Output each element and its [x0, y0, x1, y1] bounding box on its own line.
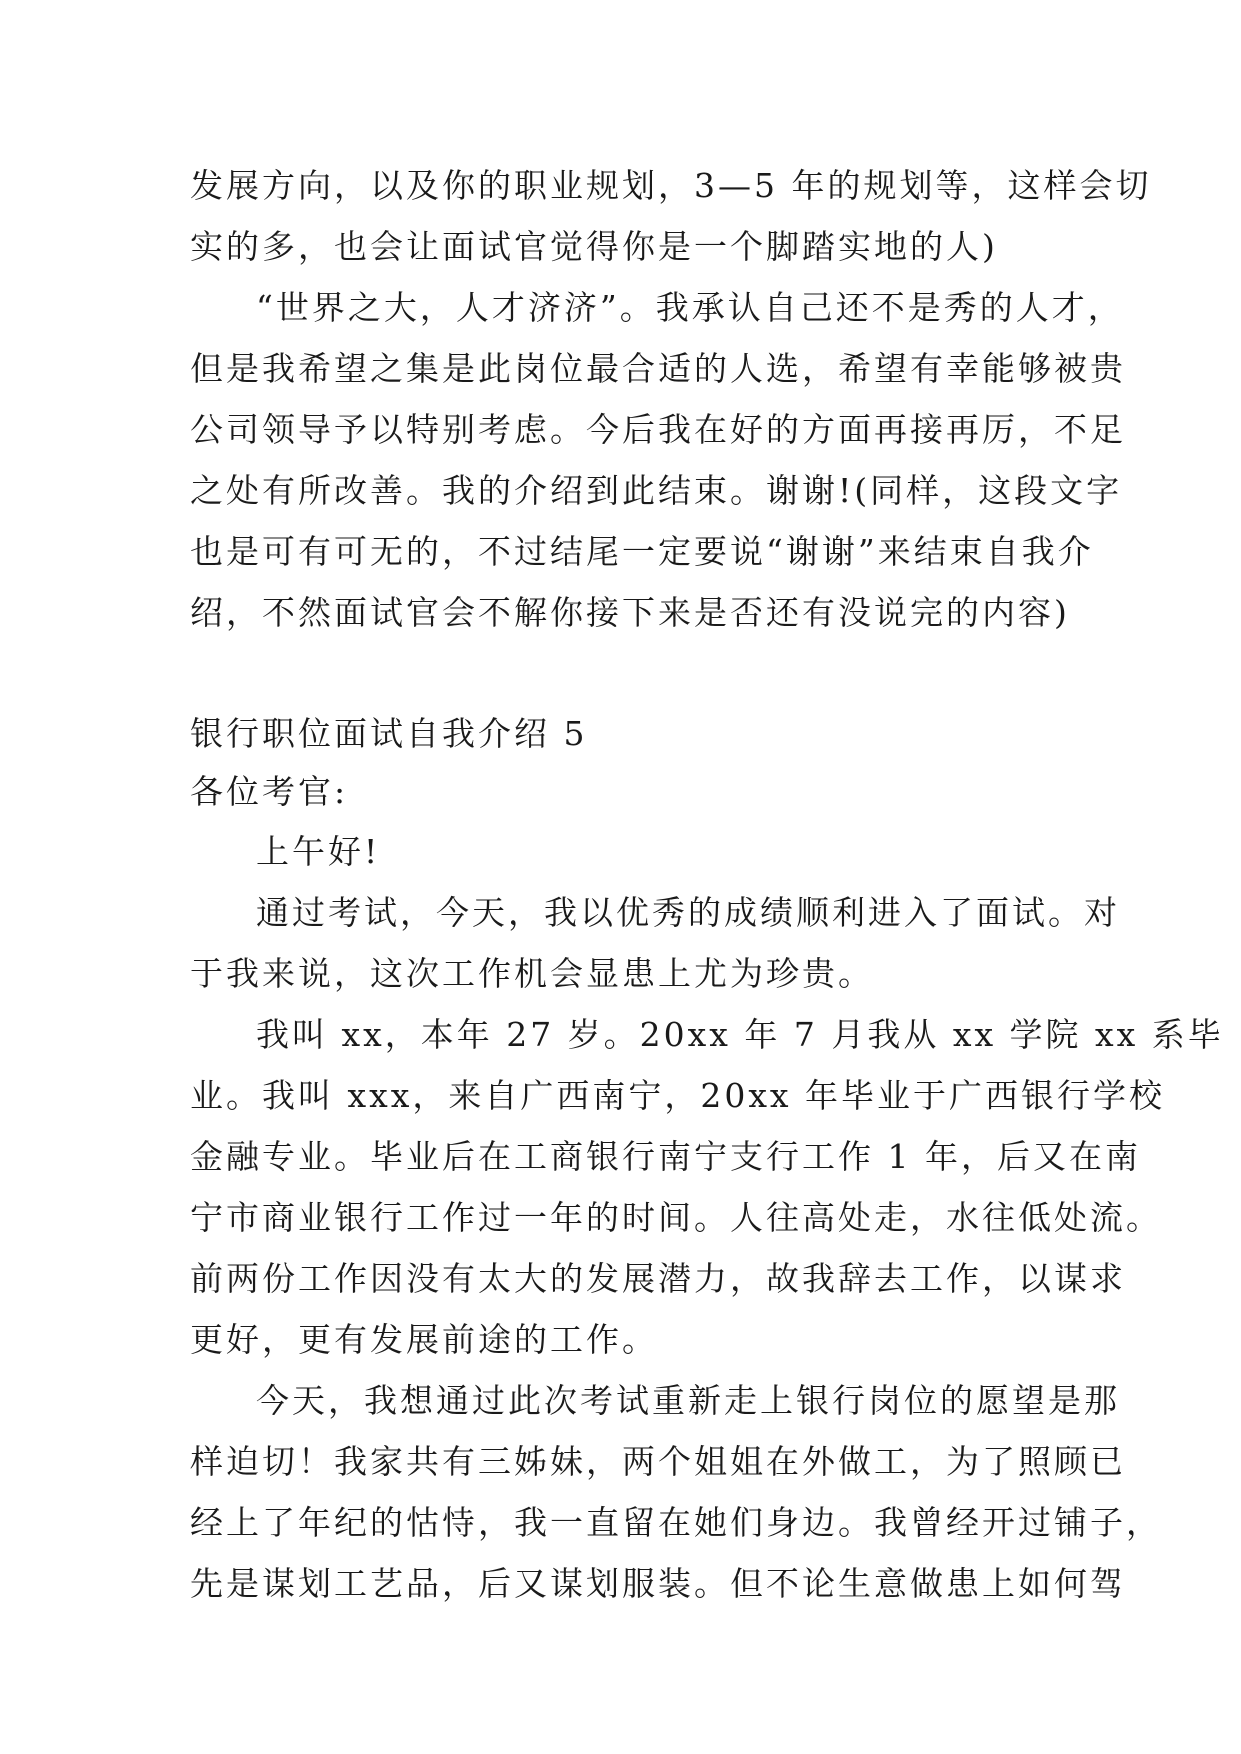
text-line: 业。我叫 xxx，来自广西南宁，20xx 年毕业于广西银行学校 — [190, 1076, 1166, 1115]
text-line: 经上了年纪的怙恃，我一直留在她们身边。我曾经开过铺子， — [190, 1503, 1162, 1542]
text-line: 绍，不然面试官会不解你接下来是否还有没说完的内容) — [190, 593, 1070, 632]
text-line: 前两份工作因没有太大的发展潜力，故我辞去工作，以谋求 — [190, 1259, 1126, 1298]
text-line: 发展方向，以及你的职业规划，3—5 年的规划等，这样会切 — [190, 166, 1152, 205]
salutation: 各位考官: — [190, 772, 349, 811]
text-line: 先是谋划工艺品，后又谋划服装。但不论生意做患上如何驾 — [190, 1564, 1126, 1603]
text-line: 样迫切！我家共有三姊妹，两个姐姐在外做工，为了照顾已 — [190, 1442, 1126, 1481]
text-line: 金融专业。毕业后在工商银行南宁支行工作 1 年，后又在南 — [190, 1137, 1141, 1176]
text-line: 实的多，也会让面试官觉得你是一个脚踏实地的人) — [190, 227, 998, 266]
text-line: 通过考试，今天，我以优秀的成绩顺利进入了面试。对 — [256, 893, 1120, 932]
text-line: 更好，更有发展前途的工作。 — [190, 1320, 658, 1359]
text-line: 今天，我想通过此次考试重新走上银行岗位的愿望是那 — [256, 1381, 1120, 1420]
text-line: 我叫 xx，本年 27 岁。20xx 年 7 月我从 xx 学院 xx 系毕 — [256, 1015, 1224, 1054]
text-line: 公司领导予以特别考虑。今后我在好的方面再接再厉，不足 — [190, 410, 1126, 449]
text-line: 也是可有可无的，不过结尾一定要说“谢谢”来结束自我介 — [190, 532, 1094, 571]
text-line: “世界之大，人才济济”。我承认自己还不是秀的人才， — [256, 288, 1124, 327]
greeting: 上午好! — [256, 832, 381, 871]
text-line: 但是我希望之集是此岗位最合适的人选，希望有幸能够被贵 — [190, 349, 1126, 388]
text-line: 之处有所改善。我的介绍到此结束。谢谢!(同样，这段文字 — [190, 471, 1123, 510]
text-line: 宁市商业银行工作过一年的时间。人往高处走，水往低处流。 — [190, 1198, 1162, 1237]
text-line: 于我来说，这次工作机会显患上尤为珍贵。 — [190, 954, 874, 993]
section-title: 银行职位面试自我介绍 5 — [190, 714, 588, 753]
